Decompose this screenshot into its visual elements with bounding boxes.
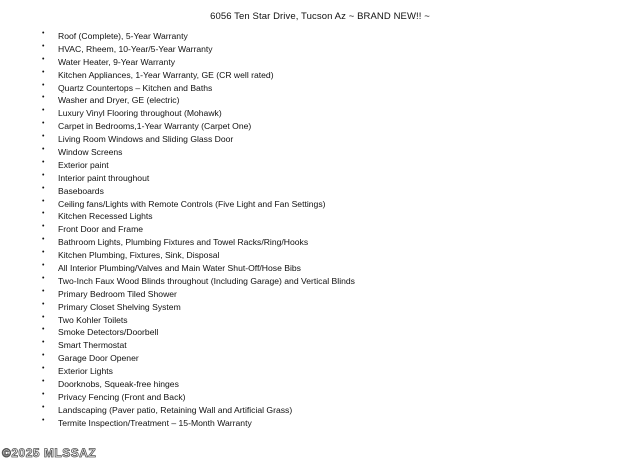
- bullet-icon: •: [42, 313, 45, 321]
- list-item-text: Two Kohler Toilets: [58, 314, 128, 325]
- list-item-text: Kitchen Recessed Lights: [58, 211, 153, 222]
- bullet-icon: •: [42, 403, 45, 411]
- list-item-text: Carpet in Bedrooms,1-Year Warranty (Carpet One): [58, 121, 252, 132]
- bullet-icon: •: [42, 262, 45, 270]
- bullet-icon: •: [42, 287, 45, 295]
- bullet-icon: •: [42, 236, 45, 244]
- page-title: 6056 Ten Star Drive, Tucson Az ~ BRAND NEW!! ~: [210, 11, 430, 22]
- bullet-icon: •: [42, 365, 45, 373]
- bullet-icon: •: [42, 133, 45, 141]
- bullet-icon: •: [42, 30, 45, 37]
- bullet-icon: •: [42, 223, 45, 231]
- bullet-icon: •: [42, 300, 45, 308]
- list-item-text: Privacy Fencing (Front and Back): [58, 391, 186, 402]
- bullet-icon: •: [42, 107, 45, 115]
- copyright-watermark: ©2025 MLSSAZ: [2, 446, 97, 460]
- bullet-icon: •: [42, 81, 45, 89]
- list-item-text: Living Room Windows and Sliding Glass Door: [58, 134, 234, 145]
- list-item-text: Washer and Dryer, GE (electric): [58, 95, 180, 106]
- bullet-icon: •: [42, 42, 45, 50]
- bullet-icon: •: [42, 94, 45, 102]
- list-item-text: HVAC, Rheem, 10-Year/5-Year Warranty: [58, 43, 213, 54]
- list-item-text: Quartz Countertops – Kitchen and Baths: [58, 82, 213, 93]
- bullet-icon: •: [42, 146, 45, 154]
- list-item-text: Two-Inch Faux Wood Blinds throughout (Including Garage) and Vertical Blinds: [58, 275, 355, 286]
- bullet-icon: •: [42, 158, 45, 166]
- list-item-text: Kitchen Plumbing, Fixtures, Sink, Disposal: [58, 250, 220, 261]
- list-item-text: Primary Closet Shelving System: [58, 301, 181, 312]
- list-item-text: Roof (Complete), 5-Year Warranty: [58, 31, 188, 41]
- list-item-text: Exterior paint: [58, 159, 109, 170]
- bullet-icon: •: [42, 326, 45, 334]
- bullet-icon: •: [42, 184, 45, 192]
- list-item-text: Kitchen Appliances, 1-Year Warranty, GE (CR well rated): [58, 69, 274, 80]
- bullet-icon: •: [42, 274, 45, 282]
- bullet-icon: •: [42, 249, 45, 257]
- list-item-text: Window Screens: [58, 147, 123, 158]
- list-item-text: Smart Thermostat: [58, 340, 127, 351]
- list-item-text: Front Door and Frame: [58, 224, 144, 235]
- list-item-text: Primary Bedroom Tiled Shower: [58, 288, 177, 299]
- bullet-icon: •: [42, 339, 45, 347]
- bullet-icon: •: [42, 171, 45, 179]
- list-item-text: Garage Door Opener: [58, 353, 139, 364]
- list-item-text: Doorknobs, Squeak-free hinges: [58, 379, 179, 390]
- list-item-text: Landscaping (Paver patio, Retaining Wall and Artificial Grass): [58, 404, 293, 415]
- list-item-text: Smoke Detectors/Doorbell: [58, 327, 159, 338]
- list-item-text: Exterior Lights: [58, 366, 113, 377]
- bullet-icon: •: [42, 68, 45, 76]
- bullet-icon: •: [42, 120, 45, 128]
- list-item-text: Luxury Vinyl Flooring throughout (Mohawk): [58, 108, 222, 119]
- list-item-text: All Interior Plumbing/Valves and Main Water Shut-Off/Hose Bibs: [58, 263, 301, 274]
- list-item-text: Baseboards: [58, 185, 104, 196]
- list-item-text: Interior paint throughout: [58, 172, 150, 183]
- bullet-icon: •: [42, 197, 45, 205]
- bullet-icon: •: [42, 378, 45, 386]
- bullet-icon: •: [42, 390, 45, 398]
- list-item-text: Water Heater, 9-Year Warranty: [58, 56, 176, 67]
- list-item-text: Bathroom Lights, Plumbing Fixtures and Towel Racks/Ring/Hooks: [58, 237, 309, 248]
- bullet-icon: •: [42, 416, 45, 424]
- bullet-icon: •: [42, 55, 45, 63]
- bullet-icon: •: [42, 352, 45, 360]
- bullet-icon: •: [42, 210, 45, 218]
- list-item-text: Termite Inspection/Treatment – 15-Month Warranty: [58, 417, 252, 428]
- list-item-text: Ceiling fans/Lights with Remote Controls (Five Light and Fan Settings): [58, 198, 326, 209]
